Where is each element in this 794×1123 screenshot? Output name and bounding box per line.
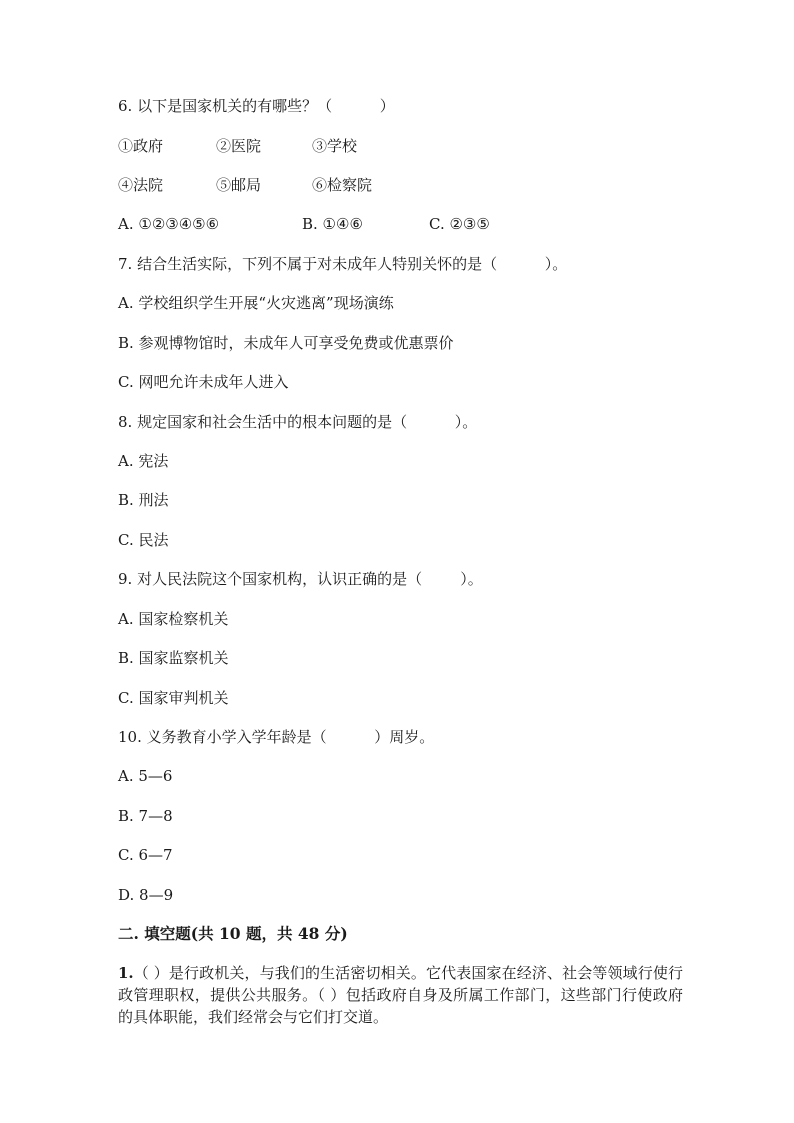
question-10-option-c: C. 6—7 bbox=[118, 846, 173, 864]
question-8-stem: 8. 规定国家和社会生活中的根本问题的是（ ）。 bbox=[118, 413, 478, 431]
question-10-option-b: B. 7—8 bbox=[118, 807, 173, 825]
question-6-option-a: A. ①②③④⑤⑥ bbox=[118, 215, 220, 233]
question-9-option-b: B. 国家监察机关 bbox=[118, 649, 229, 667]
question-7-option-b: B. 参观博物馆时，未成年人可享受免费或优惠票价 bbox=[118, 334, 454, 352]
question-6-item: ①政府 bbox=[118, 137, 164, 155]
section-2-title: 二. 填空题(共 10 题，共 48 分) bbox=[118, 924, 348, 943]
question-8-option-b: B. 刑法 bbox=[118, 491, 169, 509]
fill-question-1-text: （ ）是行政机关，与我们的生活密切相关。它代表国家在经济、社会等领域行使行政管理职权，提供公共服务。（ ）包括政府自身及所属工作部门，这些部门行使政府的具体职能，我们经常会与它们打交道。 bbox=[118, 964, 683, 1026]
question-10-option-a: A. 5—6 bbox=[118, 767, 173, 785]
question-6-items-row-2 bbox=[118, 175, 678, 195]
fill-question-1-number: 1. bbox=[118, 964, 134, 982]
question-10-stem: 10. 义务教育小学入学年龄是（ ）周岁。 bbox=[118, 728, 435, 746]
question-7-option-a: A. 学校组织学生开展“火灾逃离”现场演练 bbox=[118, 294, 394, 312]
question-6-option-c: C. ②③⑤ bbox=[429, 215, 490, 233]
question-8-option-c: C. 民法 bbox=[118, 531, 169, 549]
question-7-option-c: C. 网吧允许未成年人进入 bbox=[118, 373, 289, 391]
question-6-item: ④法院 bbox=[118, 176, 164, 194]
question-6-options bbox=[118, 214, 678, 234]
question-6-item: ③学校 bbox=[312, 137, 358, 155]
question-6-item: ⑤邮局 bbox=[216, 176, 262, 194]
question-6-item: ②医院 bbox=[216, 137, 262, 155]
question-7-stem: 7. 结合生活实际，下列不属于对未成年人特别关怀的是（ ）。 bbox=[118, 255, 568, 273]
question-6-stem: 6. 以下是国家机关的有哪些？（ ） bbox=[118, 97, 395, 115]
question-10-option-d: D. 8—9 bbox=[118, 886, 174, 904]
question-6-option-b: B. ①④⑥ bbox=[302, 215, 363, 233]
question-6-items-row-1 bbox=[118, 136, 678, 156]
fill-question-1 bbox=[118, 962, 683, 1028]
question-8-option-a: A. 宪法 bbox=[118, 452, 169, 470]
question-6-item: ⑥检察院 bbox=[312, 176, 373, 194]
question-9-option-c: C. 国家审判机关 bbox=[118, 689, 229, 707]
question-9-option-a: A. 国家检察机关 bbox=[118, 610, 229, 628]
question-9-stem: 9. 对人民法院这个国家机构，认识正确的是（ ）。 bbox=[118, 570, 483, 588]
